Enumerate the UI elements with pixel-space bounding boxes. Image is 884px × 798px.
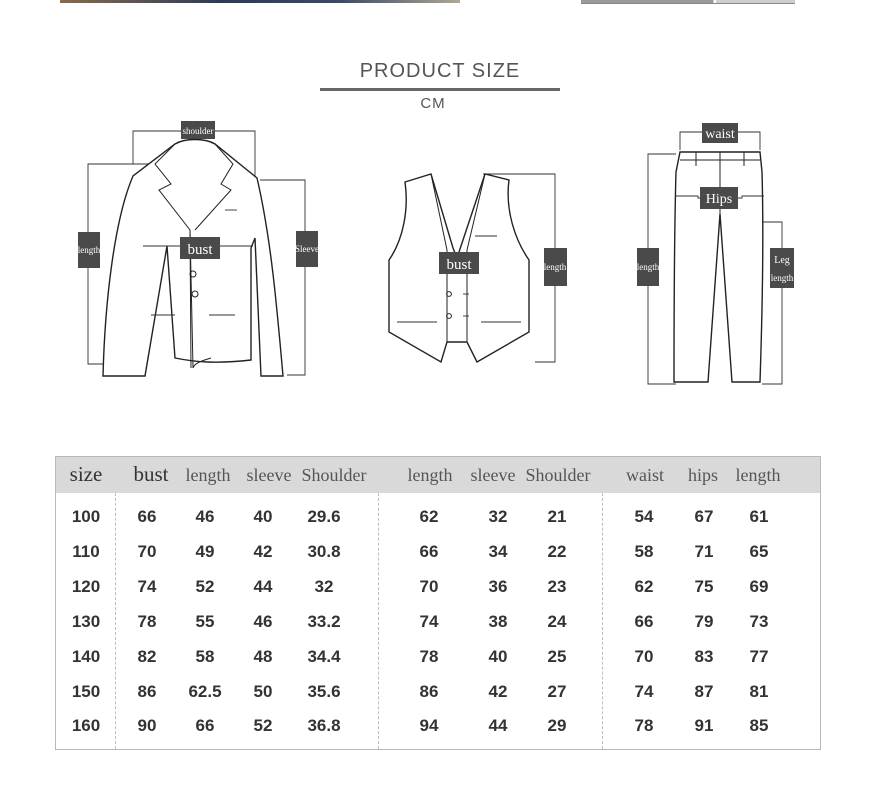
table-header (56, 457, 820, 493)
cell-jacket: 62.5 (188, 682, 222, 701)
cell-jacket: 78 (137, 612, 157, 631)
title-underline (320, 88, 560, 91)
cell-vest: 40 (488, 647, 508, 666)
cell-jacket: 90 (137, 716, 157, 735)
cell-size: 150 (71, 682, 101, 701)
cell-jacket: 82 (137, 647, 157, 666)
cell-vest: 36 (488, 577, 508, 596)
cell-vest: 24 (547, 612, 567, 631)
cell-vest: 32 (488, 507, 508, 526)
jacket-diagram (75, 118, 319, 383)
header-size: size (69, 462, 103, 486)
cell-pants: 58 (634, 542, 654, 561)
cell-pants: 73 (749, 612, 769, 631)
header-vest-length: length (407, 465, 453, 485)
cell-jacket: 35.6 (307, 682, 341, 701)
size-table (55, 456, 821, 750)
header-pants-length: length (735, 465, 781, 485)
cell-jacket: 52 (195, 577, 215, 596)
header-jacket-bust: bust (133, 462, 169, 486)
cell-size: 130 (71, 612, 101, 631)
table-row (56, 577, 820, 611)
cell-size: 160 (71, 716, 101, 735)
cell-jacket: 30.8 (307, 542, 341, 561)
cell-pants: 79 (694, 612, 714, 631)
cell-jacket: 42 (253, 542, 273, 561)
cell-size: 110 (72, 542, 100, 561)
cell-vest: 66 (419, 542, 439, 561)
leg-length-label-1: Leg (774, 255, 790, 266)
jacket-bust-label: bust (187, 242, 213, 258)
cell-vest: 34 (488, 542, 508, 561)
header-pants-hips: hips (687, 465, 718, 485)
cell-vest: 44 (488, 716, 508, 735)
cell-pants: 74 (634, 682, 654, 701)
cell-pants: 61 (749, 507, 769, 526)
cell-pants: 75 (694, 577, 714, 596)
cell-jacket: 66 (137, 507, 157, 526)
header-jacket-length: length (185, 465, 231, 485)
cell-jacket: 49 (195, 542, 215, 561)
cell-jacket: 86 (137, 682, 157, 701)
cell-pants: 85 (749, 716, 769, 735)
cell-pants: 62 (634, 577, 654, 596)
cell-jacket: 40 (253, 507, 273, 526)
cell-pants: 69 (749, 577, 769, 596)
cell-jacket: 52 (253, 716, 273, 735)
cell-pants: 77 (749, 647, 769, 666)
table-row (56, 612, 820, 646)
hips-label: Hips (705, 192, 733, 207)
cell-jacket: 48 (253, 647, 273, 666)
cell-pants: 54 (634, 507, 654, 526)
unit-label: CM (420, 95, 446, 112)
cell-vest: 62 (419, 507, 439, 526)
sleeve-label: Sleeve (295, 244, 319, 254)
cell-vest: 38 (488, 612, 508, 631)
table-row (56, 682, 820, 716)
vest-diagram (385, 170, 575, 370)
cell-pants: 65 (749, 542, 769, 561)
waist-label: waist (705, 127, 735, 142)
cell-pants: 87 (694, 682, 714, 701)
cell-jacket: 58 (195, 647, 215, 666)
cell-jacket: 44 (253, 577, 273, 596)
cell-pants: 70 (634, 647, 654, 666)
cell-jacket: 29.6 (307, 507, 341, 526)
cell-vest: 23 (547, 577, 567, 596)
cell-jacket: 36.8 (307, 716, 341, 735)
pants-length-label: length (636, 262, 660, 272)
cell-vest: 27 (547, 682, 567, 701)
cell-jacket: 55 (195, 612, 215, 631)
header-jacket-shoulder: Shoulder (301, 465, 367, 485)
vest-bust-label: bust (446, 257, 472, 273)
header-vest-shoulder: Shoulder (525, 465, 591, 485)
vest-length-label: length (543, 262, 567, 272)
table-row (56, 542, 820, 576)
cell-jacket: 70 (137, 542, 157, 561)
header-pants-waist: waist (626, 465, 664, 485)
cell-vest: 29 (547, 716, 567, 735)
cell-pants: 66 (634, 612, 654, 631)
product-photo-strip (60, 0, 460, 3)
cell-size: 140 (71, 647, 101, 666)
cell-pants: 67 (694, 507, 714, 526)
table-row (56, 647, 820, 681)
cell-vest: 21 (547, 507, 567, 526)
cell-pants: 78 (634, 716, 654, 735)
cell-vest: 86 (419, 682, 439, 701)
cell-jacket: 50 (253, 682, 273, 701)
leg-length-label-2: length (770, 273, 794, 283)
table-row (56, 507, 820, 541)
cell-jacket: 46 (195, 507, 215, 526)
cell-vest: 70 (419, 577, 439, 596)
cell-pants: 91 (694, 716, 714, 735)
cell-jacket: 32 (314, 577, 334, 596)
cell-pants: 71 (694, 542, 714, 561)
cell-pants: 83 (694, 647, 714, 666)
cell-size: 100 (71, 507, 101, 526)
cell-vest: 22 (547, 542, 567, 561)
cell-jacket: 33.2 (307, 612, 341, 631)
header-jacket-sleeve: sleeve (246, 465, 292, 485)
cell-vest: 42 (488, 682, 508, 701)
pants-diagram (636, 122, 796, 387)
cell-jacket: 34.4 (307, 647, 341, 666)
color-swatch-strip (581, 0, 795, 4)
cell-jacket: 66 (195, 716, 215, 735)
cell-vest: 74 (419, 612, 439, 631)
cell-jacket: 74 (137, 577, 157, 596)
table-row (56, 716, 820, 750)
cell-vest: 25 (547, 647, 567, 666)
cell-jacket: 46 (253, 612, 273, 631)
header-vest-sleeve: sleeve (470, 465, 516, 485)
cell-pants: 81 (749, 682, 769, 701)
page-title: PRODUCT SIZE (359, 60, 521, 82)
cell-vest: 78 (419, 647, 439, 666)
cell-size: 120 (71, 577, 101, 596)
jacket-length-label: length (77, 245, 101, 255)
shoulder-label: shoulder (182, 126, 214, 136)
cell-vest: 94 (419, 716, 439, 735)
